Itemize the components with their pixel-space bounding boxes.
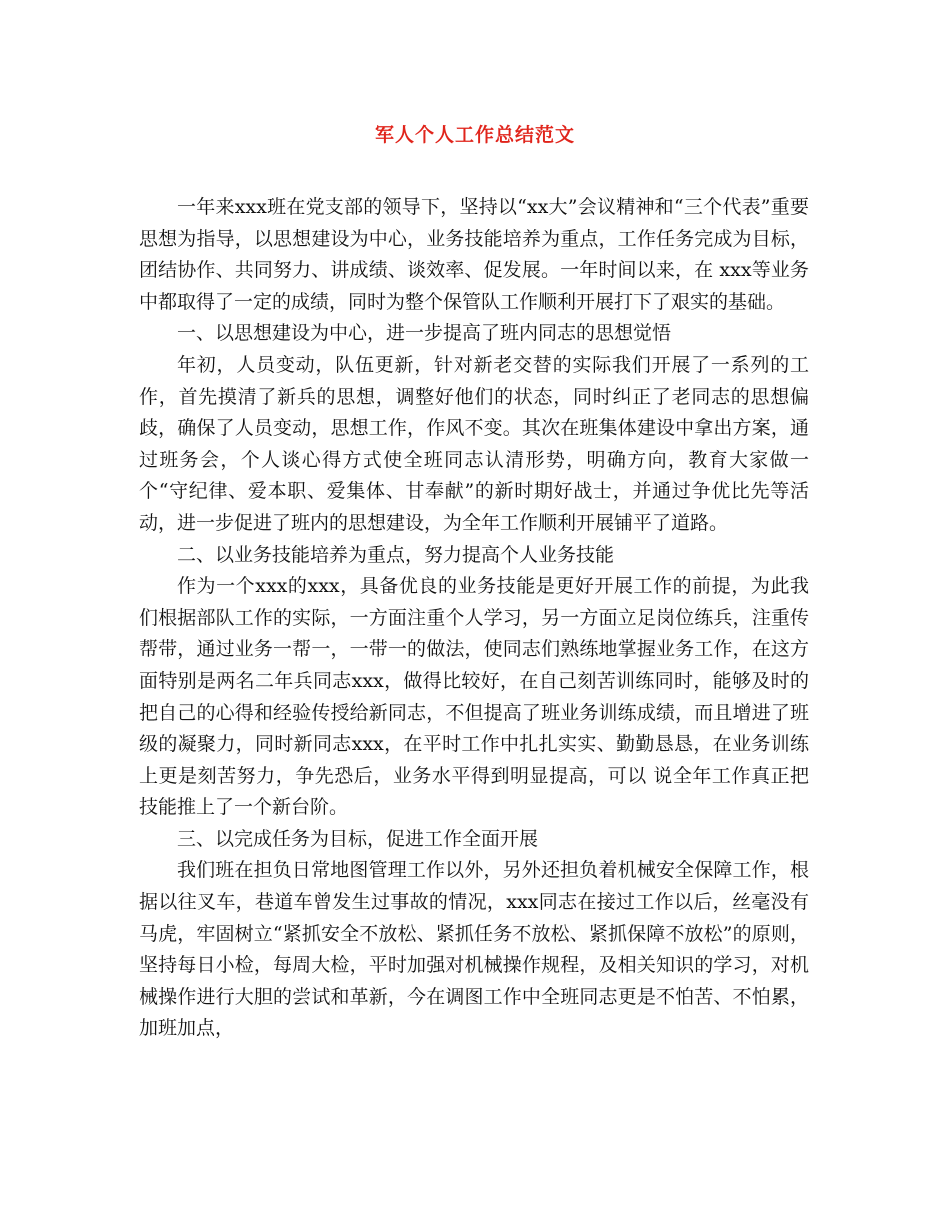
paragraph-section-2: 作为一个xxx的xxx，具备优良的业务技能是更好开展工作的前提，为此我们根据部队工作的实际，一方面注重个人学习，另一方面立足岗位练兵，注重传帮带，通过业务一帮一，一带一的做法，使同志们熟练地掌握业务工作，在这方面特别是两名二年兵同志xxx，做得比较好，在自己刻苦训练同时，能够及时的把自己的心得和经验传授给新同志，不但提高了班业务训练成绩，而且增进了班级的凝聚力，同时新同志xxx，在平时工作中扎扎实实、勤勤恳恳，在业务训练上更是刻苦努力，争先恐后，业务水平得到明显提高，可以 说全年工作真正把技能推上了一个新台阶。 <box>139 575 809 819</box>
document-title: 军人个人工作总结范文 <box>374 124 575 146</box>
section-heading-3: 三、以完成任务为目标，促进工作全面开展 <box>177 827 539 850</box>
paragraph-section-3: 我们班在担负日常地图管理工作以外，另外还担负着机械安全保障工作，根据以往叉车，巷道车曾发生过事故的情况，xxx同志在接过工作以后，丝毫没有马虎，牢固树立“紧抓安全不放松、紧抓任务不放松、紧抓保障不放松”的原则，坚持每日小检，每周大检，平时加强对机械操作规程，及相关知识的学习，对机械操作进行大胆的尝试和革新，今在调图工作中全班同志更是不怕苦、不怕累，加班加点， <box>139 859 809 1040</box>
paragraph-intro: 一年来xxx班在党支部的领导下，坚持以“xx大”会议精神和“三个代表”重要思想为指导，以思想建设为中心，业务技能培养为重点，工作任务完成为目标，团结协作、共同努力、讲成绩、谈效率、促发展。一年时间以来，在 xxx等业务中都取得了一定的成绩，同时为整个保管队工作顺利开展打下了艰实的基础。 <box>139 196 809 313</box>
section-heading-2: 二、以业务技能培养为重点，努力提高个人业务技能 <box>177 543 615 566</box>
paragraph-section-1: 年初，人员变动，队伍更新，针对新老交替的实际我们开展了一系列的工作，首先摸清了新兵的思想，调整好他们的状态，同时纠正了老同志的思想偏歧，确保了人员变动，思想工作，作风不变。其次在班集体建设中拿出方案，通过班务会，个人谈心得方式使全班同志认清形势，明确方向，教育大家做一个“守纪律、爱本职、爱集体、甘奉献”的新时期好战士，并通过争优比先等活动，进一步促进了班内的思想建设，为全年工作顺利开展铺平了道路。 <box>139 353 809 534</box>
section-heading-1: 一、以思想建设为中心，进一步提高了班内同志的思想觉悟 <box>177 322 672 345</box>
document-body <box>139 192 809 1045</box>
